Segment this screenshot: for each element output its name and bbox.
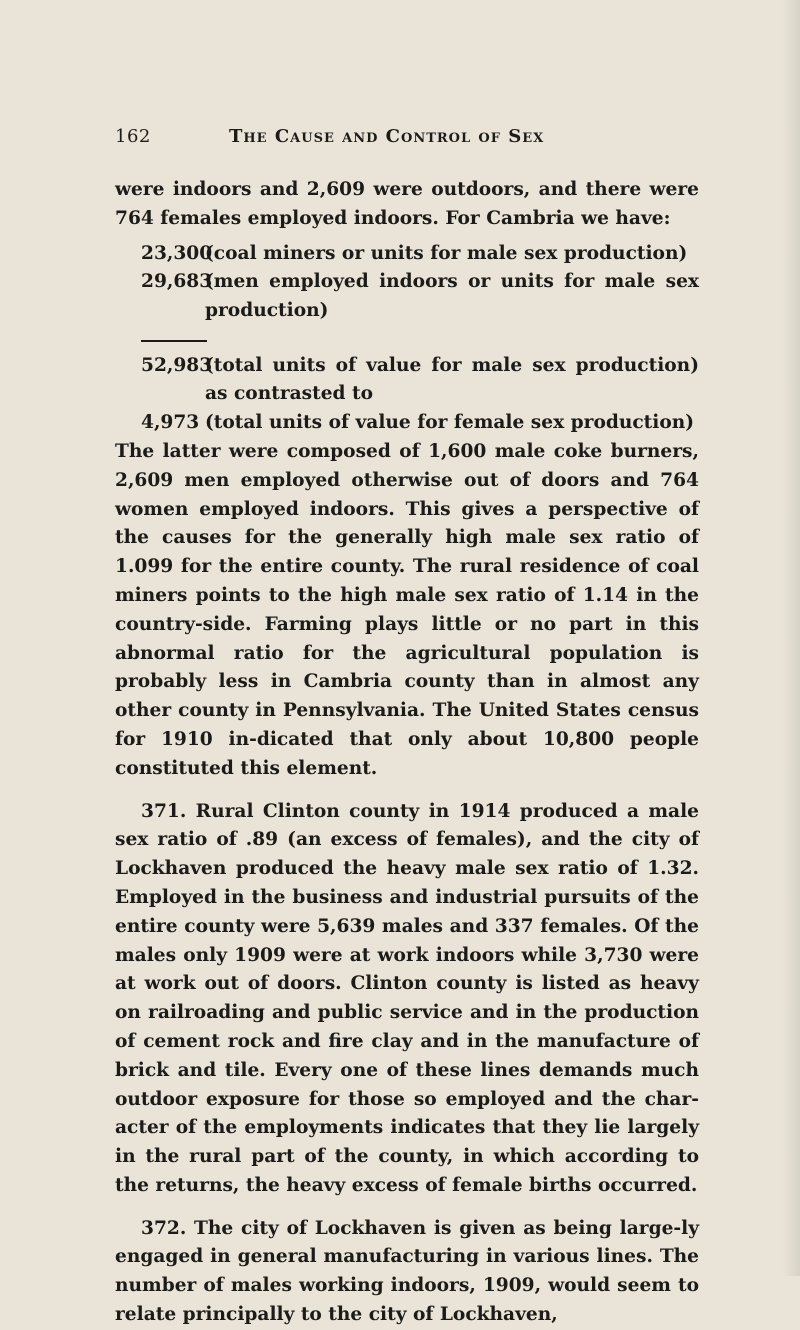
tally-description: (total units of value for male sex production) as contrasted to xyxy=(205,354,699,405)
tally-description: (men employed indoors or units for male sex production) xyxy=(205,271,699,322)
tally-description: (coal miners or units for male sex production) xyxy=(205,242,688,264)
running-title: The Cause and Control of Sex xyxy=(229,126,545,147)
tally-entry xyxy=(115,352,699,410)
section-371-paragraph: 371. Rural Clinton county in 1914 produced a male sex ratio of .89 (an excess of females), and the city of Lockhaven produced the heavy male sex ratio of 1.32. Employed in the business and industrial pursuits of the entire county were 5,639 males and 337 females. Of the males only 1909 were at work indoors while 3,730 were at work out of doors. Clinton county is listed as heavy on railroading and public service and in the production of cement rock and fire clay and in the manufacture of brick and tile. Every one of these lines demands much outdoor exposure for those so employed and the char-acter of the employments indicates that they lie largely in the rural part of the county, in which according to the returns, the heavy excess of female births occurred. xyxy=(115,800,699,1196)
tally-entry xyxy=(115,409,699,438)
tally-entry xyxy=(115,240,699,269)
tally-description: (total units of value for female sex production) xyxy=(205,412,695,434)
page-edge-shadow xyxy=(782,0,800,1276)
tally-number: 29,683 xyxy=(141,271,213,293)
running-head xyxy=(115,126,699,160)
intro-text xyxy=(115,176,699,234)
body-paragraph: The latter were composed of 1,600 male coke burners, 2,609 men employed otherwise out of doors and 764 women employed indoors. This gives a perspective of the causes for the generally high male sex ratio of 1.099 for the entire county. The rural residence of coal miners points to the high male sex ratio of 1.14 in the country-side. Farming plays little or no part in this abnormal ratio for the agricultural population is probably less in Cambria county than in almost any other county in Pennsylvania. The United States census for 1910 in-dicated that only about 10,800 people constituted this element. xyxy=(115,440,699,779)
tally-number: 4,973 xyxy=(141,412,200,434)
intro-line: were indoors and 2,609 were outdoors, and there were xyxy=(115,179,699,200)
tally-entry xyxy=(115,268,699,326)
section-372-paragraph: 372. The city of Lockhaven is given as being large-ly engaged in general manufacturing in various lines. The number of males working indoors, 1909, would seem to relate principally to the city of Lockhaven, xyxy=(115,1217,699,1326)
tally-number: 52,983 xyxy=(141,354,213,376)
sex-production-tally xyxy=(115,240,699,438)
page-number: 162 xyxy=(115,126,151,147)
book-page xyxy=(115,126,699,1330)
sum-rule xyxy=(141,340,207,342)
tally-number: 23,300 xyxy=(141,242,213,264)
intro-line: 764 females employed indoors. For Cambria we have: xyxy=(115,207,671,229)
